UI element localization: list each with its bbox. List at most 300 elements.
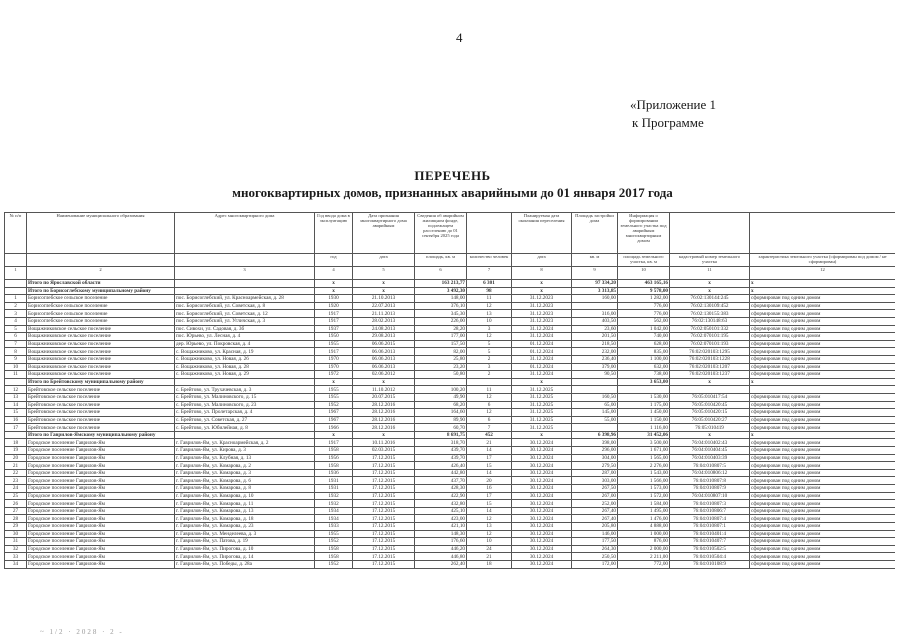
column-header [750, 213, 896, 254]
table-row [5, 500, 896, 508]
table-body [5, 280, 896, 569]
appendix-note [630, 96, 716, 132]
table-cell: сформирован под одним домом [750, 340, 896, 348]
table-cell: 1917 [315, 439, 353, 447]
table-cell: 11 [467, 386, 512, 394]
column-number: 11 [670, 267, 750, 280]
table-cell: 20.07.2015 [353, 393, 415, 401]
table-cell: г. Гаврилов-Ям, ул. Кирова, д. 3 [175, 447, 315, 455]
table-cell: 17.12.2015 [353, 492, 415, 500]
table-cell: сформирован под одним домом [750, 317, 896, 325]
table-cell: 98 [467, 287, 512, 295]
table-cell: 1 565,00 [618, 454, 670, 462]
table-cell: х [670, 378, 750, 386]
table-cell: 3 492,30 [415, 287, 467, 295]
table-cell: 17.12.2015 [353, 454, 415, 462]
table-row [5, 523, 896, 531]
table-cell: 31.12.2023 [512, 302, 572, 310]
table-cell: 20 [467, 477, 512, 485]
table-cell: 28.12.2016 [353, 424, 415, 432]
table-cell: г. Гаврилов-Ям, ул. Комарова, д. 2 [175, 462, 315, 470]
table-cell: 8 [5, 348, 27, 356]
table-cell: 1934 [315, 507, 353, 515]
table-cell: 1 476,00 [618, 515, 670, 523]
table-cell: 1952 [315, 401, 353, 409]
table-cell: 776,00 [618, 310, 670, 318]
table-cell: 1950 [315, 333, 353, 341]
table-row [5, 386, 896, 394]
table-cell: 1 000,00 [618, 530, 670, 538]
table-cell: 29 [5, 523, 27, 531]
table-cell: 1955 [315, 530, 353, 538]
table-cell: г. Гаврилов-Ям, ул. Победы, д. 28а [175, 560, 315, 568]
table-cell: 76:04:010806:12 [670, 469, 750, 477]
table-cell: 30.12.2024 [512, 439, 572, 447]
table-cell: 11.10.2012 [353, 386, 415, 394]
table-cell: с. Брейтово, ул. Юбилейная, д. 8 [175, 424, 315, 432]
table-cell [618, 386, 670, 394]
table-cell: 21 [467, 553, 512, 561]
table-cell: 5 [467, 348, 512, 356]
table-cell: х [750, 287, 896, 295]
table-cell: 296,00 [572, 447, 618, 455]
table-cell: г. Гаврилов-Ям, ул. Менделеева, д. 3 [175, 530, 315, 538]
table-cell: 30.12.2024 [512, 523, 572, 531]
table-row [5, 393, 896, 401]
column-subheader: площадь земельного участка, кв. м [618, 254, 670, 267]
table-cell: 30.12.2024 [512, 545, 572, 553]
table-cell: х [353, 287, 415, 295]
table-cell: 24 [5, 485, 27, 493]
table-cell: 446,80 [415, 553, 467, 561]
table-cell: 1 495,00 [618, 507, 670, 515]
table-cell: 177,00 [415, 333, 467, 341]
table-cell: сформирован под одним домом [750, 500, 896, 508]
table-cell: 50,80 [415, 371, 467, 379]
table-cell: сформирован под одним домом [750, 454, 896, 462]
table-cell: 76:04:010502:5 [670, 545, 750, 553]
column-header: № п/п [5, 213, 27, 254]
table-cell: 6 301 [467, 280, 512, 288]
table-cell: 32 [5, 545, 27, 553]
table-cell: 76:02:020103:1207 [670, 363, 750, 371]
table-cell: 1920 [315, 302, 353, 310]
table-cell: Вощажниковское сельское поселение [27, 371, 175, 379]
table-cell: 267,50 [572, 485, 618, 493]
table-cell: с. Брейтово, ул. Малиновского, д. 23 [175, 401, 315, 409]
column-number: 4 [315, 267, 353, 280]
table-cell: 31.12.2024 [512, 325, 572, 333]
table-cell: 24 [467, 545, 512, 553]
table-cell: 30.12.2024 [512, 560, 572, 568]
table-row [5, 477, 896, 485]
table-cell: 1917 [315, 310, 353, 318]
table-cell: сформирован под одним домом [750, 492, 896, 500]
table-cell: 226,00 [415, 317, 467, 325]
table-cell: 18 [467, 560, 512, 568]
table-cell: 65,00 [572, 401, 618, 409]
table-cell: сформирован под одним домом [750, 553, 896, 561]
table-cell: 76:02:130148:63 [670, 317, 750, 325]
table-cell: 31.12.2024 [512, 371, 572, 379]
table-cell: 1967 [315, 409, 353, 417]
table-cell: сформирован под одним домом [750, 401, 896, 409]
table-cell: 16 [467, 485, 512, 493]
footer-scan-noise: ~ 1/2 · 2028 · 2 - [40, 628, 124, 636]
table-cell: 28.12.2016 [353, 416, 415, 424]
table-cell: 1 116,00 [618, 424, 670, 432]
table-cell: 97 334,20 [572, 280, 618, 288]
table-cell: сформирован под одним домом [750, 523, 896, 531]
table-cell: 30 [5, 530, 27, 538]
table-cell: 17 [5, 424, 27, 432]
table-cell: 1967 [315, 416, 353, 424]
table-cell: 1958 [315, 545, 353, 553]
table-cell: 8 691,75 [415, 431, 467, 439]
table-cell: 31 452,06 [618, 431, 670, 439]
appendix-line-1: «Приложение 1 [630, 97, 717, 112]
table-cell: 76:04:010807:3 [670, 500, 750, 508]
table-cell: 6 [467, 401, 512, 409]
table-cell: 28.12.2016 [353, 401, 415, 409]
table-cell: сформирован под одним домом [750, 416, 896, 424]
table-cell: 9 [5, 355, 27, 363]
table-cell: 11 [5, 371, 27, 379]
table-cell: 12 [467, 409, 512, 417]
table-cell: 76:04:010504:4 [670, 553, 750, 561]
table-cell: 12 [467, 302, 512, 310]
table-cell: 76:04:010806:7 [670, 507, 750, 515]
table-row [5, 515, 896, 523]
column-subheader: дата [512, 254, 572, 267]
table-cell: х [315, 287, 353, 295]
table-cell: 17 [467, 454, 512, 462]
table-cell: 68,20 [415, 401, 467, 409]
table-cell: 17.12.2015 [353, 538, 415, 546]
table-cell: 1 543,00 [618, 469, 670, 477]
table-cell: 10 [467, 317, 512, 325]
table-cell [175, 280, 315, 288]
table-cell: 01.12.2024 [512, 348, 572, 356]
column-number: 1 [5, 267, 27, 280]
table-cell: 345,30 [415, 310, 467, 318]
table-cell: 1936 [315, 469, 353, 477]
table-cell: 19 [5, 447, 27, 455]
table-cell: г. Гаврилов-Ям, ул. Комарова, д. 13 [175, 507, 315, 515]
table-cell: 30.12.2024 [512, 485, 572, 493]
table-cell: 76:02:050101:332 [670, 325, 750, 333]
table-cell: 1 566,00 [618, 477, 670, 485]
table-cell: 76:02:070101:195 [670, 333, 750, 341]
table-cell: 25 [5, 492, 27, 500]
column-header [467, 213, 512, 254]
table-cell: 10.11.2016 [353, 439, 415, 447]
column-header: Площадь застройки дома [572, 213, 618, 254]
table-cell: 318,70 [415, 439, 467, 447]
table-cell: 423,00 [415, 515, 467, 523]
table-cell: 17.12.2015 [353, 523, 415, 531]
table-cell [572, 386, 618, 394]
table-cell: 28,20 [415, 325, 467, 333]
table-cell: Борисоглебское сельское поселение [27, 317, 175, 325]
table-cell: сформирован под одним домом [750, 538, 896, 546]
table-row [5, 439, 896, 447]
table-cell [175, 287, 315, 295]
table-cell: 22 [5, 469, 27, 477]
table-cell: 12 [467, 393, 512, 401]
table-cell: Городское поселение Гаврилов-Ям [27, 492, 175, 500]
table-row [5, 401, 896, 409]
table-cell: сформирован под одним домом [750, 355, 896, 363]
table-cell: 23,20 [415, 363, 467, 371]
table-cell: г. Гаврилов-Ям, ул. Красноармейская, д. 2 [175, 439, 315, 447]
table-row [5, 317, 896, 325]
table-cell: сформирован под одним домом [750, 560, 896, 568]
table-cell: 1 282,00 [618, 295, 670, 303]
table-cell: сформирован под одним домом [750, 325, 896, 333]
table-cell: 1 572,00 [618, 492, 670, 500]
table-cell: 76:04:010403:39 [670, 454, 750, 462]
table-cell: 21.10.2013 [353, 295, 415, 303]
table-cell: 201,50 [572, 333, 618, 341]
table-cell: сформирован под одним домом [750, 310, 896, 318]
table-cell: х [353, 378, 415, 386]
table-cell: 1937 [315, 325, 353, 333]
column-header: Дата признания многоквартирного дома аварийным [353, 213, 415, 254]
table-cell: Городское поселение Гаврилов-Ям [27, 507, 175, 515]
table-row [5, 545, 896, 553]
table-cell: 1955 [315, 393, 353, 401]
table-cell: 1952 [315, 560, 353, 568]
table-cell: 21.11.2013 [353, 310, 415, 318]
column-header: Адрес многоквартирного дома [175, 213, 315, 254]
table-cell: Итого по Ярославской области [27, 280, 175, 288]
table-cell: 27 [5, 507, 27, 515]
table-cell: 13 [467, 310, 512, 318]
table-cell: 76:04:010807:9 [670, 485, 750, 493]
table-cell: с. Брейтово, ул. Малиновского, д. 15 [175, 393, 315, 401]
table-cell: Вощажниковское сельское поселение [27, 363, 175, 371]
table-cell: сформирован под одним домом [750, 424, 896, 432]
table-cell: 267,00 [572, 492, 618, 500]
table-cell: 2 [5, 302, 27, 310]
table-cell: 30.12.2024 [512, 454, 572, 462]
table-cell: 89,90 [415, 416, 467, 424]
table-cell: 1 573,00 [618, 485, 670, 493]
document-title: ПЕРЕЧЕНЬ [414, 168, 491, 183]
table-cell: 267,40 [572, 507, 618, 515]
table-cell: сформирован под одним домом [750, 363, 896, 371]
page-number: 4 [456, 30, 463, 45]
table-cell: 22.07.2013 [353, 302, 415, 310]
table-cell: 30.12.2024 [512, 530, 572, 538]
column-subheader: количество человек [467, 254, 512, 267]
table-cell [467, 378, 512, 386]
table-cell: сформирован под одним домом [750, 371, 896, 379]
table-cell: 10 [5, 363, 27, 371]
table-cell: 25,80 [415, 355, 467, 363]
table-cell: 76:02:070101:193 [670, 340, 750, 348]
table-cell: 02.03.2015 [353, 447, 415, 455]
table-cell: 1952 [315, 538, 353, 546]
table-cell: х [512, 378, 572, 386]
table-cell: Брейтовское сельское поселение [27, 424, 175, 432]
table-cell: 4 [5, 317, 27, 325]
table-cell: 12 [467, 530, 512, 538]
table-cell: 17.12.2015 [353, 469, 415, 477]
table-cell: 12 [5, 386, 27, 394]
table-cell: 1934 [315, 515, 353, 523]
table-cell: 30.12.2024 [512, 507, 572, 515]
table-cell: с. Вощажниково, ул. Новая, д. 29 [175, 371, 315, 379]
table-cell: 6 [467, 416, 512, 424]
table-cell: 398,00 [572, 439, 618, 447]
table-cell: 76:05:010420:45 [670, 401, 750, 409]
table-cell: 30.12.2024 [512, 469, 572, 477]
column-header: Год ввода дома в эксплуатацию [315, 213, 353, 254]
table-cell: 1 [5, 295, 27, 303]
table-cell: 236,40 [572, 355, 618, 363]
table-cell: 740,00 [618, 333, 670, 341]
column-subheader [5, 254, 27, 267]
table-cell: Вощажниковское сельское поселение [27, 333, 175, 341]
table-cell: г. Гаврилов-Ям, ул. Комарова, д. 8 [175, 485, 315, 493]
table-row [5, 507, 896, 515]
column-number: 10 [618, 267, 670, 280]
table-cell: 31.12.2025 [512, 401, 572, 409]
table-cell: 31 [5, 538, 27, 546]
table-row [5, 469, 896, 477]
table-cell: 76:04:010407:7 [670, 538, 750, 546]
table-cell: дер. Юрьево, ул. Покровская, д. 4 [175, 340, 315, 348]
table-cell [670, 386, 750, 394]
table-cell: Городское поселение Гаврилов-Ям [27, 538, 175, 546]
column-number: 7 [467, 267, 512, 280]
table-cell: Городское поселение Гаврилов-Ям [27, 462, 175, 470]
table-cell [572, 302, 618, 310]
table-cell: 1958 [315, 462, 353, 470]
table-cell: 1931 [315, 477, 353, 485]
table-cell: 17.12.2015 [353, 530, 415, 538]
table-cell: 218,50 [572, 340, 618, 348]
table-cell: Городское поселение Гаврилов-Ям [27, 477, 175, 485]
column-subheader: кв. м [572, 254, 618, 267]
table-cell: 1 671,00 [618, 447, 670, 455]
table-cell: 7 [467, 424, 512, 432]
table-cell: 76:02:130109:452 [670, 302, 750, 310]
table-cell: 01.12.2024 [512, 340, 572, 348]
table-row [5, 295, 896, 303]
table-cell [572, 378, 618, 386]
table-cell: 205,80 [572, 523, 618, 531]
table-cell: 463 165,16 [618, 280, 670, 288]
table-cell: 426,40 [415, 462, 467, 470]
table-row [5, 424, 896, 432]
table-cell: Городское поселение Гаврилов-Ям [27, 447, 175, 455]
table-cell: Брейтовское сельское поселение [27, 386, 175, 394]
table-cell: сформирован под одним домом [750, 469, 896, 477]
table-cell: 562,00 [618, 317, 670, 325]
table-row [5, 492, 896, 500]
table-cell: Вощажниковское сельское поселение [27, 325, 175, 333]
table-cell: 13 [5, 393, 27, 401]
table-row [5, 462, 896, 470]
table-cell: 437,70 [415, 477, 467, 485]
table-cell: 160,50 [572, 393, 618, 401]
table-cell: 30.12.2024 [512, 538, 572, 546]
table-cell: 2 [467, 355, 512, 363]
table-row [5, 325, 896, 333]
table-cell: сформирован под одним домом [750, 447, 896, 455]
data-table [4, 212, 895, 569]
table-cell: Городское поселение Гаврилов-Ям [27, 439, 175, 447]
table-cell: 12 [467, 333, 512, 341]
table-cell: 15 [467, 500, 512, 508]
table-cell: 30.12.2024 [512, 553, 572, 561]
table-cell: 1931 [315, 485, 353, 493]
column-subheader [27, 254, 175, 267]
table-cell: 232,00 [572, 348, 618, 356]
table-cell: 1955 [315, 386, 353, 394]
table-cell: 31.12.2024 [512, 355, 572, 363]
table-cell: 17.12.2015 [353, 485, 415, 493]
table-cell: х [315, 431, 353, 439]
table-cell: 163 213,77 [415, 280, 467, 288]
table-cell: 30.12.2024 [512, 515, 572, 523]
table-cell: 432,80 [415, 500, 467, 508]
table-cell: 14 [467, 469, 512, 477]
table-cell: 1917 [315, 348, 353, 356]
table-cell: 06.06.2013 [353, 363, 415, 371]
table-cell: Брейтовское сельское поселение [27, 416, 175, 424]
table-cell: 23,60 [572, 325, 618, 333]
table-cell: г. Гаврилов-Ям, ул. Комарова, д. 10 [175, 492, 315, 500]
table-cell: г. Гаврилов-Ям, ул. Комарова, д. 3 [175, 469, 315, 477]
table-cell: 376,10 [415, 302, 467, 310]
table-cell: 16 [5, 416, 27, 424]
table-cell: 172,00 [572, 560, 618, 568]
table-cell: сформирован под одним домом [750, 545, 896, 553]
table-row [5, 333, 896, 341]
table-cell: 5 [467, 340, 512, 348]
table-cell: 55,00 [572, 416, 618, 424]
table-cell: сформирован под одним домом [750, 409, 896, 417]
table-cell: 30.12.2024 [512, 462, 572, 470]
table-cell: 1 100,00 [618, 355, 670, 363]
table-cell: х [353, 280, 415, 288]
table-row [5, 560, 896, 568]
total-row [5, 280, 896, 288]
appendix-line-2: к Программе [632, 115, 704, 130]
table-cell: 29.08.2013 [353, 333, 415, 341]
table-cell: 442,80 [415, 469, 467, 477]
table-cell: 76:04:010404:45 [670, 447, 750, 455]
table-cell: 76:02:020103:1237 [670, 371, 750, 379]
table-cell [750, 386, 896, 394]
table-cell: 3 500,00 [618, 439, 670, 447]
table-cell: 49,90 [415, 393, 467, 401]
table-row [5, 447, 896, 455]
table-cell: 01.12.2024 [512, 363, 572, 371]
column-subheader [175, 254, 315, 267]
table-cell: 1958 [315, 447, 353, 455]
table-cell: 30.12.2024 [512, 500, 572, 508]
table-cell: 17.12.2015 [353, 545, 415, 553]
table-cell [415, 378, 467, 386]
table-cell: Борисоглебское сельское поселение [27, 295, 175, 303]
table-row [5, 416, 896, 424]
table-cell: г. Гаврилов-Ям, ул. Пирогова, д. 10 [175, 545, 315, 553]
